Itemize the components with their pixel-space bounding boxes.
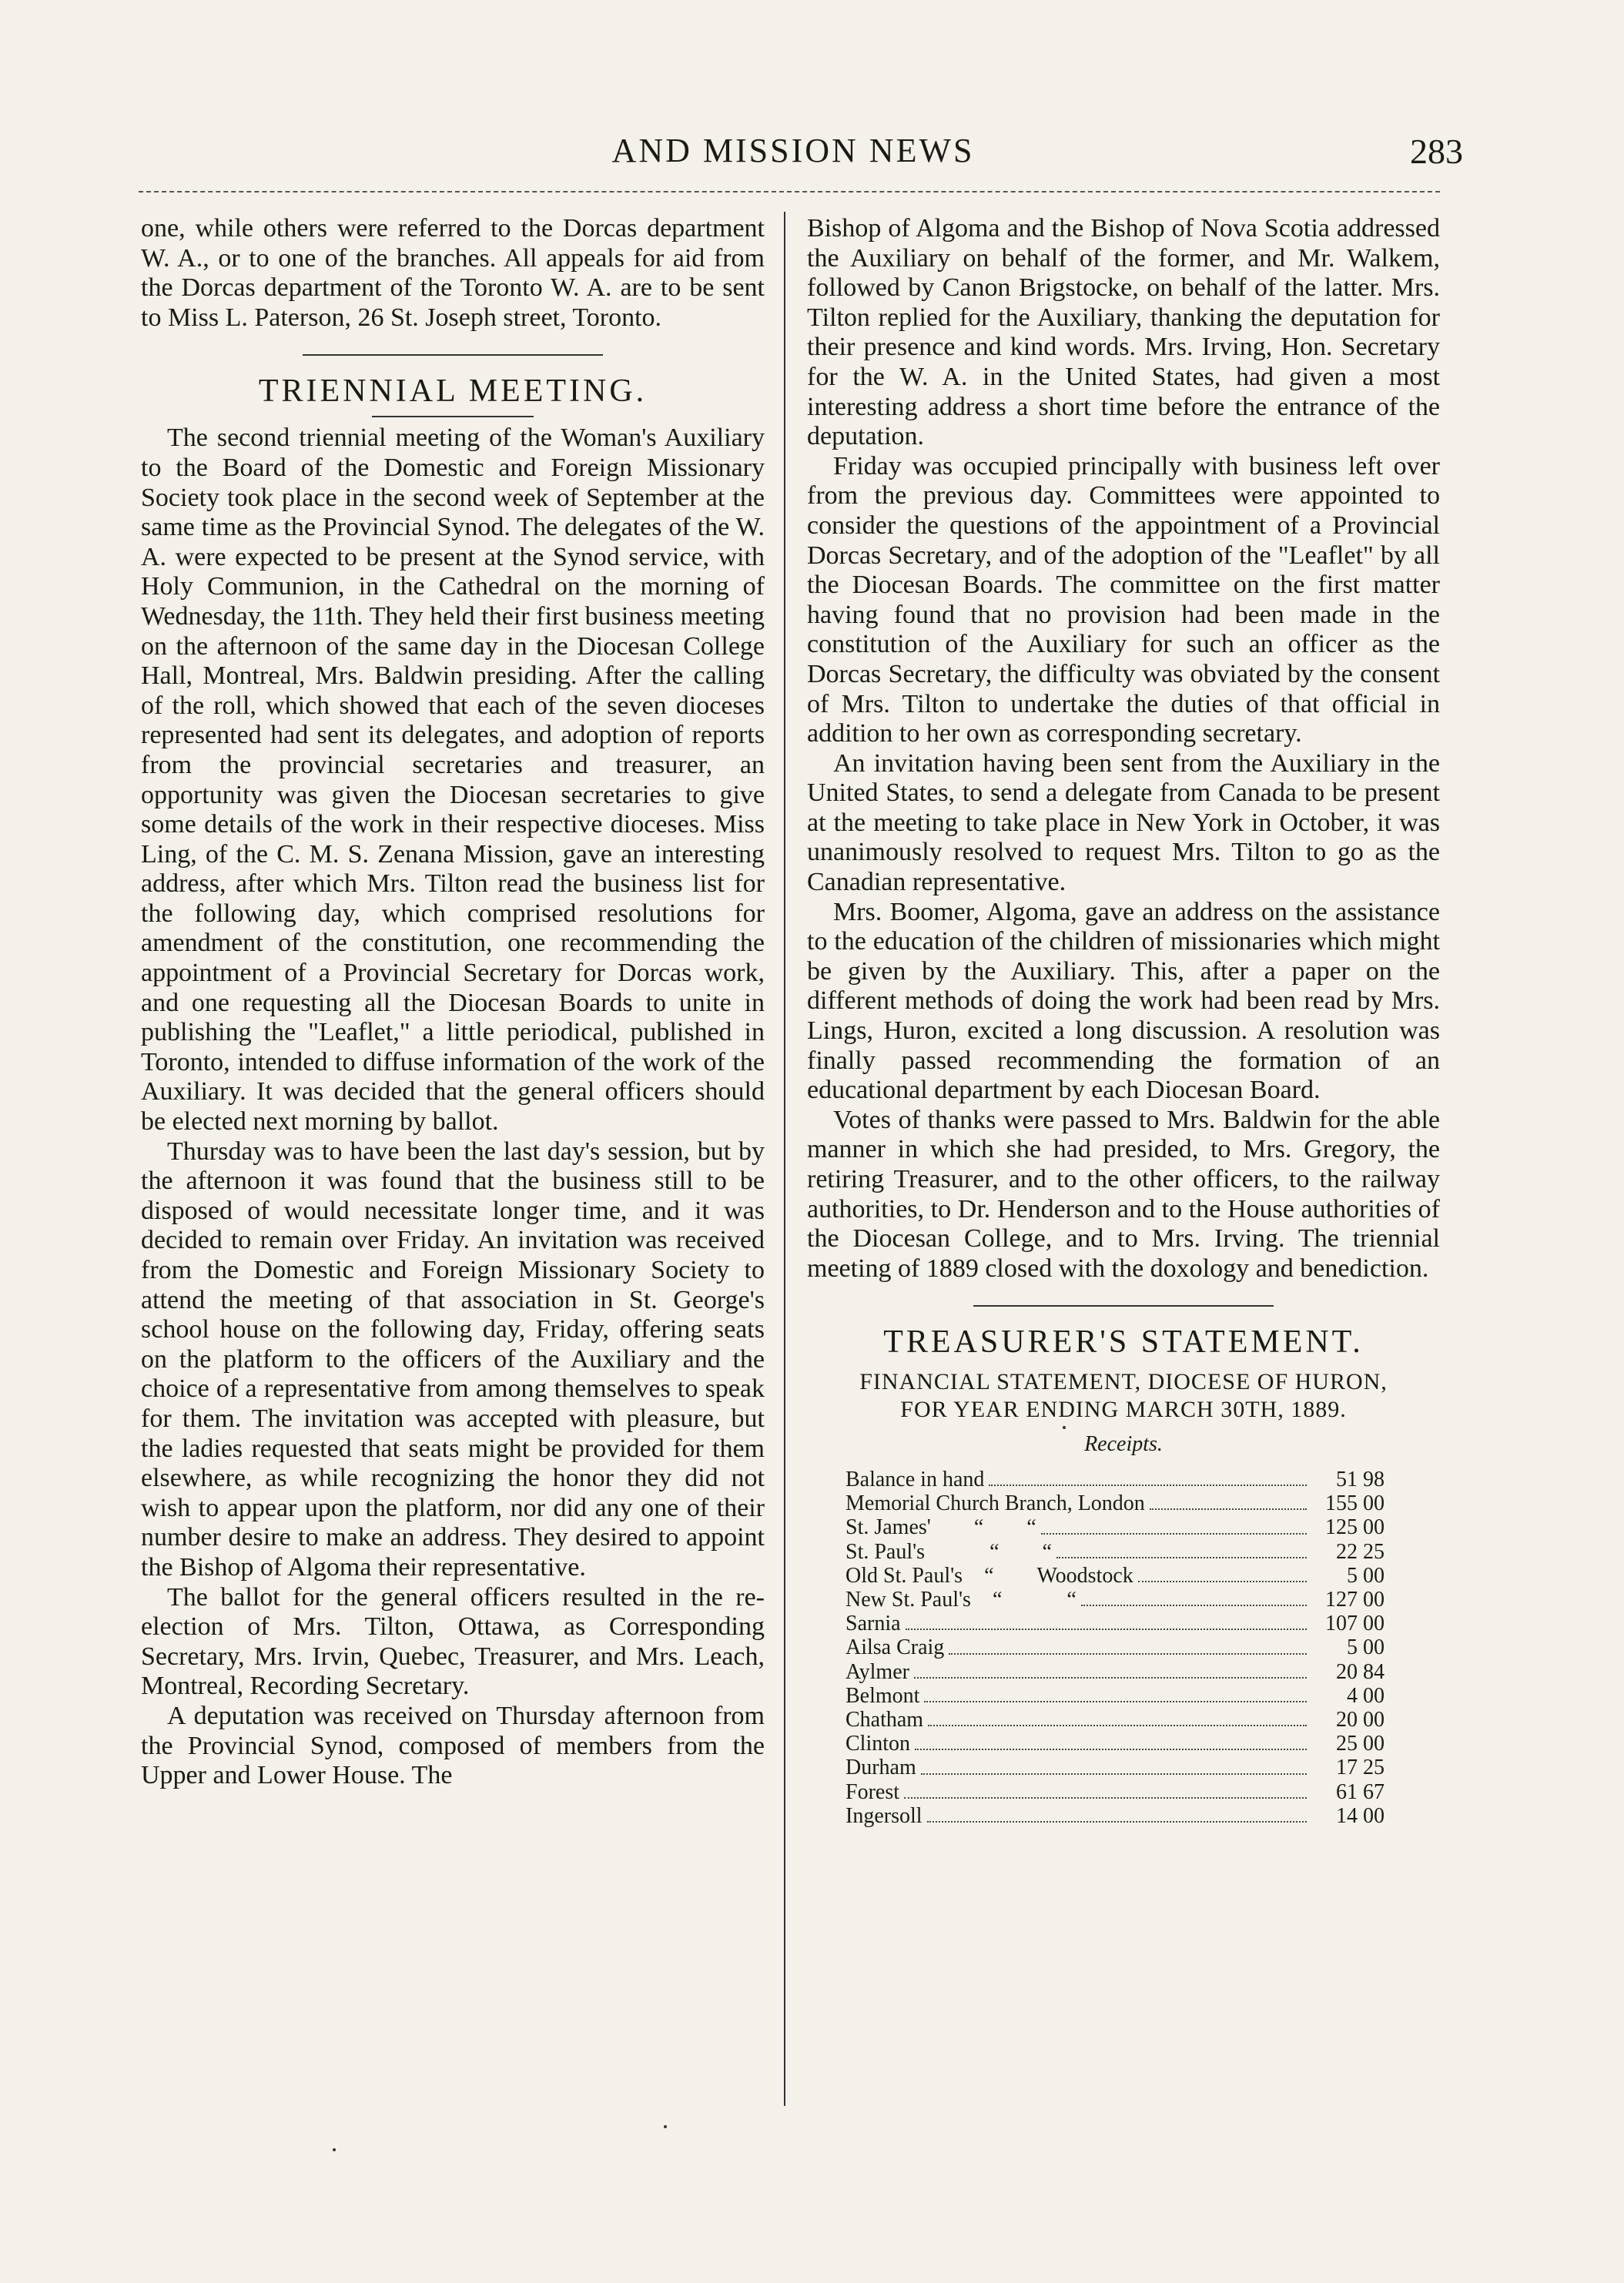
ledger-label: Aylmer [845, 1659, 909, 1684]
paragraph: Bishop of Algoma and the Bishop of Nova Scotia addressed the Auxiliary on behalf of the former, and Mr. Walkem, followed by Canon Brigstocke, on behalf of the latter. Mrs. Tilton replied for the Auxiliary, thanking the deputation for their presence and kind words. Mrs. Irving, Hon. Secretary for the W. A. in the United States, had given a most interesting address a short time before the entrance of the deputation. [807, 214, 1440, 451]
ledger-label: Ingersoll [845, 1803, 922, 1828]
ledger-label: Belmont [845, 1683, 920, 1708]
paragraph: The ballot for the general officers resulted in the re-election of Mrs. Tilton, Ottawa, as Corresponding Secretary, Mrs. Irvin, Quebec, Treasurer, and Mrs. Leach, Montreal, Recording Secretary. [141, 1582, 765, 1701]
receipts-label: Receipts. [1084, 1432, 1163, 1457]
heading-underline [372, 416, 534, 417]
ledger-label: Ailsa Craig [845, 1635, 945, 1660]
ledger-label: Sarnia [845, 1612, 901, 1636]
ledger-label: St. James' “ “ [845, 1515, 1036, 1540]
ledger-amount: 20 00 [1336, 1708, 1385, 1732]
ledger-label: Memorial Church Branch, London [845, 1491, 1145, 1516]
page-header [139, 131, 1463, 185]
ledger-amount: 22 25 [1336, 1539, 1385, 1564]
leader-dots [1056, 1557, 1307, 1558]
leader-dots [921, 1773, 1307, 1775]
ledger-label: Old St. Paul's “ Woodstock [845, 1563, 1133, 1588]
paragraph: Friday was occupied principally with business left over from the previous day. Committees were appointed to consider the questions of the appointment of a Provincial Dorcas Secretary, and of the adoption of the "Leaflet" by all the Diocesan Boards. The committee on the first matter having found that no provision had been made in the constitution of the Auxiliary for such an officer as the Dorcas Secretary, the difficulty was obviated by the consent of Mrs. Tilton to undertake the duties of that official in addition to her own as corresponding secretary. [807, 451, 1440, 748]
print-speck [333, 2148, 336, 2151]
ledger-label: Forest [845, 1779, 899, 1804]
ledger-row [845, 1708, 1385, 1732]
ledger-amount: 127 00 [1325, 1587, 1385, 1612]
ledger-row [845, 1732, 1385, 1756]
ledger-row [845, 1804, 1385, 1828]
ledger-row [845, 1564, 1385, 1588]
financial-statement-heading [807, 1368, 1440, 1424]
ledger-amount: 14 00 [1336, 1803, 1385, 1828]
paragraph: An invitation having been sent from the Auxiliary in the United States, to send a delegate from Canada to be present at the meeting to take place in New York in October, it was unanimously resolved to request Mrs. Tilton to go as the Canadian representative. [807, 748, 1440, 897]
page-number: 283 [1410, 132, 1463, 171]
section-heading-triennial: TRIENNIAL MEETING. [258, 373, 648, 410]
ledger-amount: 61 67 [1336, 1779, 1385, 1804]
financial-heading-line: FOR YEAR ENDING MARCH 30TH, 1889. [900, 1397, 1347, 1423]
leader-dots [915, 1749, 1307, 1750]
running-title: AND MISSION NEWS [611, 132, 975, 169]
ledger-amount: 25 00 [1336, 1732, 1385, 1756]
leader-dots [989, 1485, 1307, 1486]
ledger-amount: 155 00 [1325, 1491, 1385, 1516]
left-column [141, 214, 765, 1791]
ledger-amount: 5 00 [1347, 1563, 1385, 1588]
ledger-row [845, 1635, 1385, 1659]
print-speck [664, 2125, 667, 2128]
section-divider [303, 354, 603, 356]
paragraph: Votes of thanks were passed to Mrs. Baldwin for the able manner in which she had presided, to Mrs. Gregory, the retiring Treasurer, and to the other officers, to the railway authorities, to Dr. Henderson and to the House authorities of the Diocesan College, and to Mrs. Irving. The triennial meeting of 1889 closed with the doxology and benediction. [807, 1105, 1440, 1283]
section-divider [973, 1305, 1274, 1307]
leader-dots [924, 1701, 1307, 1702]
receipts-ledger [845, 1468, 1385, 1828]
leader-dots [1041, 1533, 1307, 1535]
ledger-row [845, 1515, 1385, 1539]
ledger-amount: 51 98 [1336, 1467, 1385, 1491]
ledger-row [845, 1491, 1385, 1515]
ledger-amount: 4 00 [1347, 1683, 1385, 1708]
ledger-label: Durham [845, 1756, 916, 1780]
ledger-row [845, 1588, 1385, 1612]
ledger-label: Chatham [845, 1708, 924, 1732]
ledger-label: Clinton [845, 1732, 911, 1756]
print-speck [1063, 1426, 1066, 1429]
paragraph: Thursday was to have been the last day's session, but by the afternoon it was found that the business still to be disposed of would necessitate longer time, and it was decided to remain over Friday. An invitation was received from the Domestic and Foreign Missionary Society to attend the meeting of that association in St. George's school house on the following day, Friday, offering seats on the platform to the officers of the Auxiliary and the choice of a representative from among themselves to speak for them. The invitation was accepted with pleasure, but the ladies requested that seats might be provided for them elsewhere, as while recognizing the honor they did not wish to appear upon the platform, nor did any one of their number desire to make an address. They desired to appoint the Bishop of Algoma their representative. [141, 1136, 765, 1582]
leader-dots [927, 1821, 1307, 1823]
section-heading-treasurer: TREASURER'S STATEMENT. [883, 1324, 1364, 1361]
paragraph: The second triennial meeting of the Woman's Auxiliary to the Board of the Domestic and Foreign Missionary Society took place in the second week of September at the same time as the Provincial Synod. The delegates of the W. A. were expected to be present at the Synod service, with Holy Communion, in the Cathedral on the morning of Wednesday, the 11th. They held their first business meeting on the afternoon of the same day in the Diocesan College Hall, Montreal, Mrs. Baldwin presiding. After the calling of the roll, which showed that each of the seven dioceses represented had sent its delegates, and adoption of reports from the provincial secretaries and treasurer, an opportunity was given the Diocesan secretaries to give some details of the work in their respective dioceses. Miss Ling, of the C. M. S. Zenana Mission, gave an interesting address, after which Mrs. Tilton read the business list for the following day, which comprised resolutions for amendment of the constitution, one recommending the appointment of a Provincial Secretary for Dorcas work, and one requesting all the Diocesan Boards to unite in publishing the "Leaflet," a little periodical, published in Toronto, intended to diffuse information of the work of the Auxiliary. It was decided that the general officers should be elected next morning by ballot. [141, 423, 765, 1136]
ledger-row [845, 1660, 1385, 1684]
leader-dots [904, 1797, 1307, 1799]
ledger-amount: 107 00 [1325, 1612, 1385, 1636]
ledger-row [845, 1780, 1385, 1804]
ledger-label: Balance in hand [845, 1467, 985, 1491]
column-divider [784, 212, 785, 2106]
paragraph: Mrs. Boomer, Algoma, gave an address on the assistance to the education of the children of missionaries which might be given by the Auxiliary. This, after a paper on the different methods of doing the work had been read by Mrs. Lings, Huron, excited a long discussion. A resolution was finally passed recommending the formation of an educational department by each Diocesan Board. [807, 897, 1440, 1105]
ledger-amount: 125 00 [1325, 1515, 1385, 1540]
leader-dots [928, 1725, 1307, 1726]
right-column [807, 214, 1440, 1828]
header-rule [139, 191, 1440, 192]
ledger-row [845, 1612, 1385, 1635]
ledger-label: St. Paul's “ “ [845, 1539, 1052, 1564]
leader-dots [949, 1653, 1307, 1655]
ledger-row [845, 1468, 1385, 1491]
leader-dots [1081, 1605, 1307, 1606]
paragraph: one, while others were referred to the Dorcas department W. A., or to one of the branches. All appeals for aid from the Dorcas department of the Toronto W. A. are to be sent to Miss L. Paterson, 26 St. Joseph street, Toronto. [141, 214, 765, 332]
leader-dots [914, 1677, 1307, 1679]
ledger-row [845, 1684, 1385, 1708]
ledger-row [845, 1756, 1385, 1779]
ledger-amount: 5 00 [1347, 1635, 1385, 1660]
leader-dots [1150, 1508, 1307, 1510]
paragraph: A deputation was received on Thursday afternoon from the Provincial Synod, composed of members from the Upper and Lower House. The [141, 1701, 765, 1790]
ledger-label: New St. Paul's “ “ [845, 1587, 1077, 1612]
ledger-amount: 20 84 [1336, 1659, 1385, 1684]
leader-dots [906, 1629, 1307, 1630]
ledger-row [845, 1540, 1385, 1564]
leader-dots [1138, 1581, 1307, 1582]
financial-heading-line: FINANCIAL STATEMENT, DIOCESE OF HURON, [859, 1369, 1388, 1395]
ledger-amount: 17 25 [1336, 1756, 1385, 1780]
